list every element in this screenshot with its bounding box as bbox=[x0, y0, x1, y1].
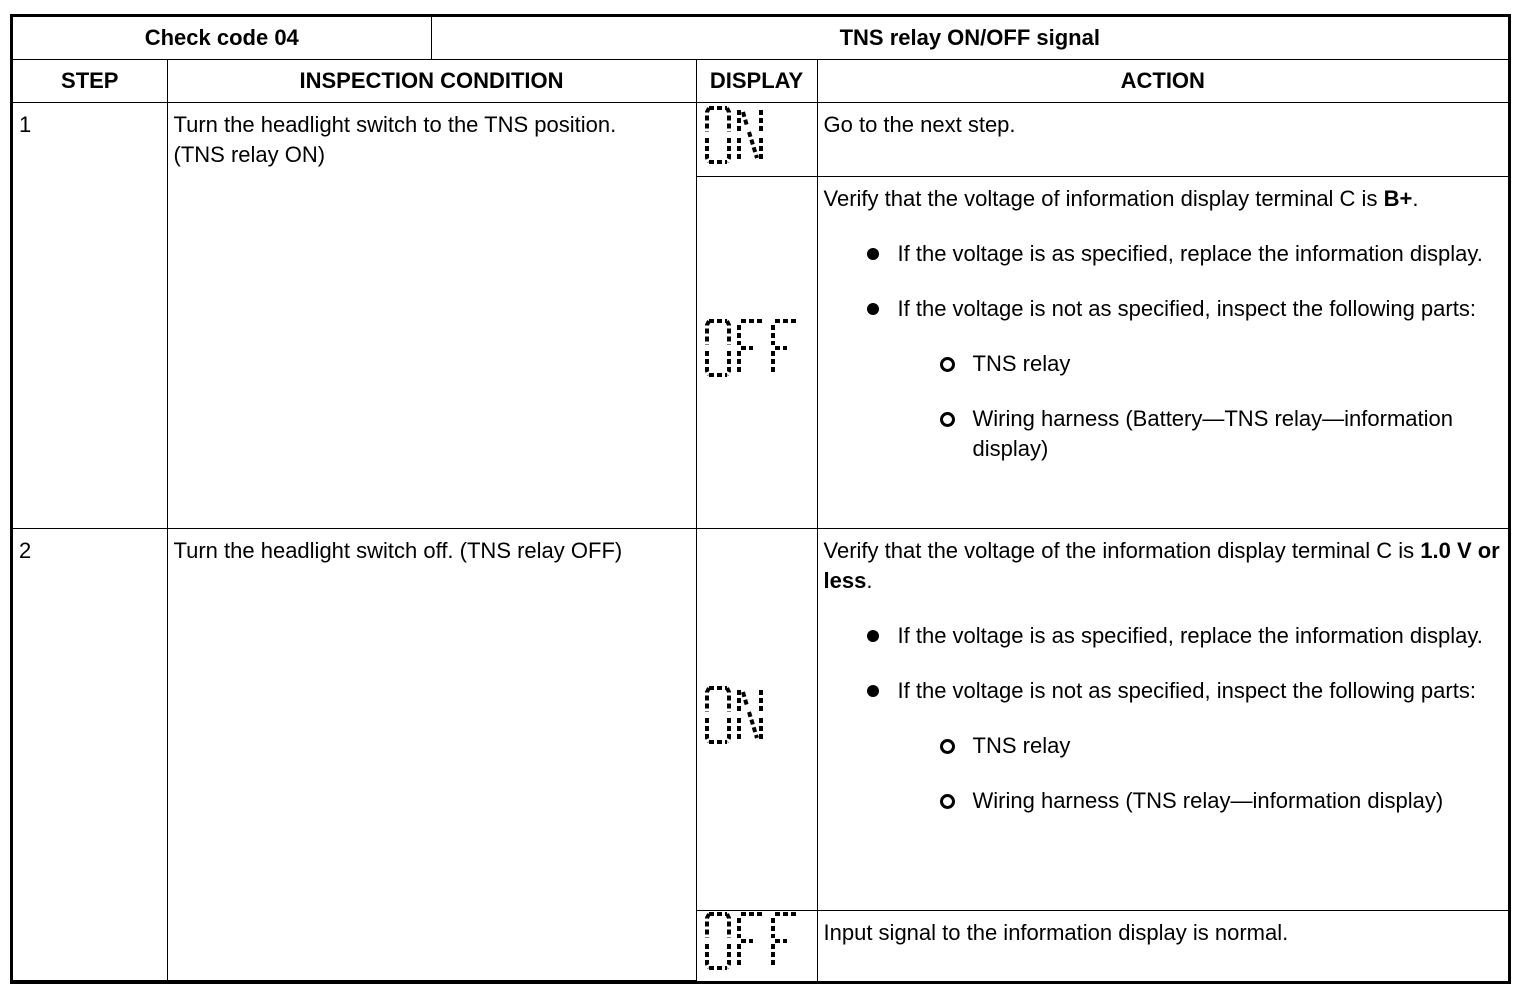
table-row-step-2-on bbox=[13, 529, 1508, 911]
sub-list bbox=[898, 731, 1503, 816]
display-cell bbox=[696, 529, 817, 911]
list-item: If the voltage is not as specified, inspect the following parts: TNS relay Wiring harness (TNS relay—information display) bbox=[898, 676, 1503, 816]
action-text: Verify that the voltage of information display terminal C is B+. bbox=[823, 186, 1419, 211]
check-code-title: Check code 04 bbox=[13, 17, 431, 60]
display-cell bbox=[696, 911, 817, 981]
lcd-letter-f bbox=[737, 912, 765, 972]
check-code-table bbox=[13, 17, 1508, 981]
lcd-display bbox=[705, 686, 763, 746]
lcd-letter-o bbox=[705, 686, 731, 746]
column-header-step: STEP bbox=[13, 60, 167, 103]
sub-list-item: TNS relay bbox=[973, 349, 1503, 379]
list-item: If the voltage is not as specified, inspect the following parts: TNS relay Wiring harness (Battery—TNS relay—information display) bbox=[898, 294, 1503, 464]
column-header-display: DISPLAY bbox=[696, 60, 817, 103]
title-row bbox=[13, 17, 1508, 60]
sub-list-item: Wiring harness (TNS relay—information display) bbox=[973, 786, 1503, 816]
bullet-ring-icon bbox=[940, 412, 955, 427]
lcd-letter-f bbox=[771, 912, 799, 972]
lcd-letter-o bbox=[705, 912, 731, 972]
lcd-display bbox=[705, 319, 799, 379]
voltage-spec: B+ bbox=[1383, 186, 1413, 211]
bullet-ring-icon bbox=[940, 794, 955, 809]
sub-list-item: Wiring harness (Battery—TNS relay—information display) bbox=[973, 404, 1503, 464]
bullet-ring-icon bbox=[940, 357, 955, 372]
step-number: 1 bbox=[13, 103, 167, 529]
display-cell bbox=[696, 177, 817, 529]
bullet-dot-icon bbox=[867, 248, 879, 260]
bullet-dot-icon bbox=[867, 685, 879, 697]
check-code-table-frame bbox=[10, 14, 1511, 984]
sub-list bbox=[898, 349, 1503, 464]
bullet-ring-icon bbox=[940, 739, 955, 754]
action-cell bbox=[817, 911, 1508, 981]
bullet-list bbox=[824, 239, 1503, 464]
inspection-condition bbox=[167, 103, 696, 529]
list-item: If the voltage is as specified, replace the information display. bbox=[898, 239, 1503, 269]
list-item: If the voltage is as specified, replace the information display. bbox=[898, 621, 1503, 651]
condition-line: Turn the headlight switch to the TNS position. bbox=[173, 112, 617, 137]
condition-line: (TNS relay ON) bbox=[173, 142, 326, 167]
lcd-letter-o bbox=[705, 319, 731, 379]
action-text: Go to the next step. bbox=[823, 112, 1016, 137]
signal-title: TNS relay ON/OFF signal bbox=[431, 17, 1508, 60]
display-cell bbox=[696, 103, 817, 177]
lcd-display bbox=[705, 106, 763, 166]
action-text: Verify that the voltage of the information display terminal C is 1.0 V or less. bbox=[823, 538, 1500, 593]
action-cell bbox=[817, 103, 1508, 177]
lcd-letter-n bbox=[737, 686, 763, 746]
lcd-letter-f bbox=[771, 319, 799, 379]
voltage-spec: 1.0 V or less bbox=[823, 538, 1500, 593]
column-header-action: ACTION bbox=[817, 60, 1508, 103]
action-text: Input signal to the information display is normal. bbox=[823, 920, 1289, 945]
sub-list-item: TNS relay bbox=[973, 731, 1503, 761]
bullet-dot-icon bbox=[867, 630, 879, 642]
bullet-dot-icon bbox=[867, 303, 879, 315]
lcd-letter-n bbox=[737, 106, 763, 166]
column-header-condition: INSPECTION CONDITION bbox=[167, 60, 696, 103]
lcd-letter-o bbox=[705, 106, 731, 166]
bullet-list bbox=[824, 621, 1503, 816]
lcd-display bbox=[705, 912, 799, 972]
step-number: 2 bbox=[13, 529, 167, 981]
action-cell bbox=[817, 177, 1508, 529]
header-row bbox=[13, 60, 1508, 103]
condition-line: Turn the headlight switch off. (TNS relay OFF) bbox=[173, 538, 623, 563]
lcd-letter-f bbox=[737, 319, 765, 379]
table-row-step-1-on bbox=[13, 103, 1508, 177]
inspection-condition bbox=[167, 529, 696, 981]
action-cell bbox=[817, 529, 1508, 911]
